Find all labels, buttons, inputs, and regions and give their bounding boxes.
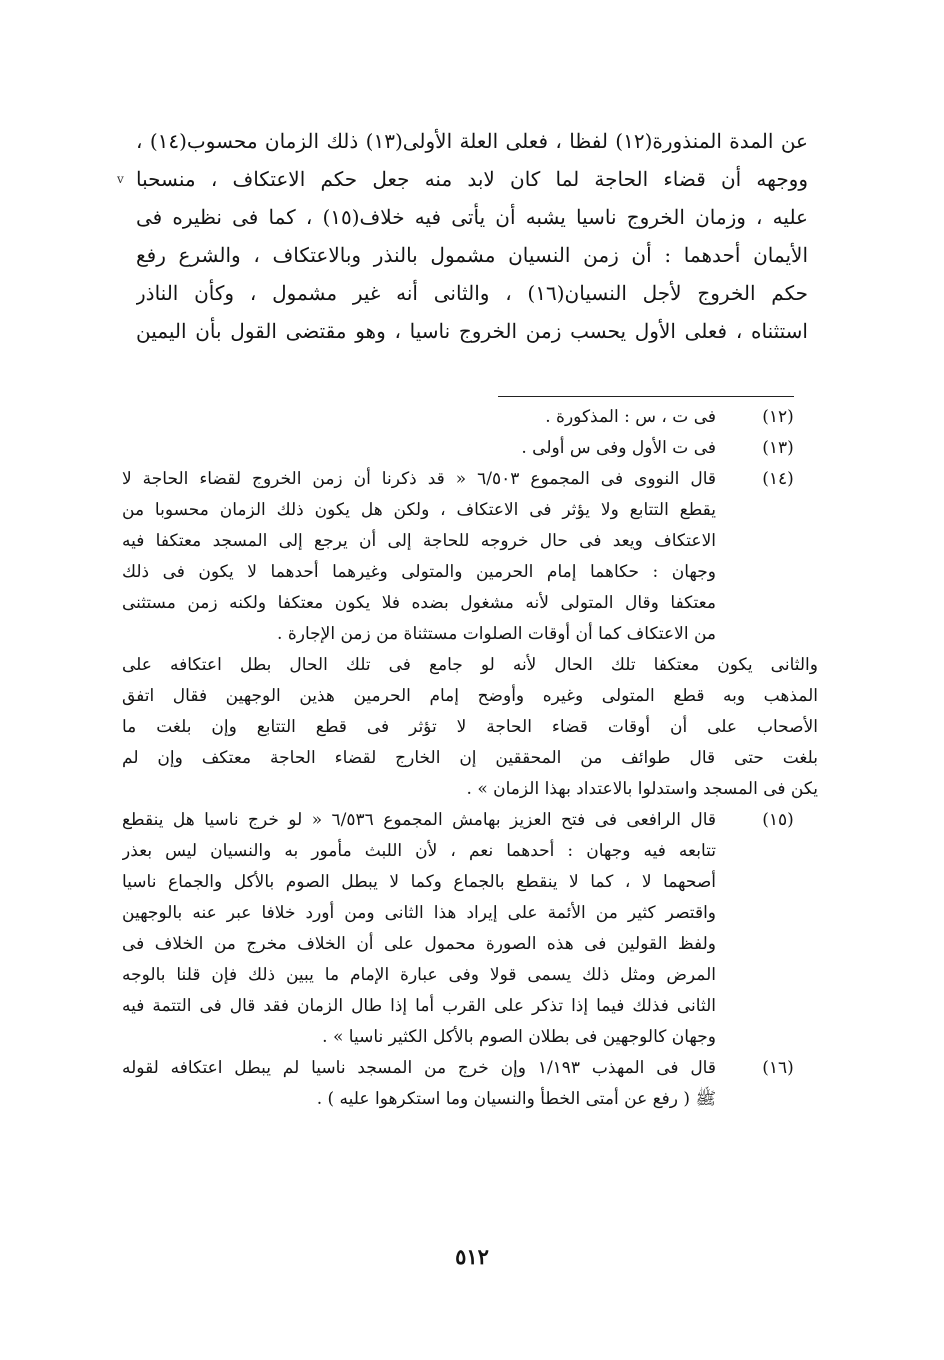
- footnote-line: من الاعتكاف كما أن أوقات الصلوات مستثناة من زمن الإجارة .: [277, 624, 716, 644]
- footnote-line: تتابعه فيه وجهان : أحدهما نعم ، لأن اللبث مأمور به والنسيان ليس بعذر: [122, 841, 716, 861]
- footnote-line: واقتصر كثير من الأئمة على إيراد هذا الثانى ومن أورد خلافا عبر عنه بالوجهين: [122, 903, 716, 923]
- footnote-line: قال الرافعى فى فتح العزيز بهامش المجموع ٦/٥٣٦ « لو خرج ناسيا هل ينقطع: [122, 810, 716, 830]
- footnote-line: وجهان : حكاهما إمام الحرمين والمتولى وغيرهما أحدهما لا يكون فى ذلك: [122, 562, 716, 582]
- footnote-line: معتكفا وقال المتولى لأنه مشغول بضده فلا يكون معتكفا ولكنه زمن مستثنى: [122, 593, 716, 613]
- footnotes: [122, 402, 818, 1115]
- main-text-line: حكم الخروج لأجل النسيان(١٦) ، والثانى أنه غير مشمول ، وكأن الناذر: [136, 281, 808, 305]
- footnote-line: يكن فى المسجد واستدلوا بالاعتداد بهذا الزمان » .: [466, 779, 818, 799]
- footnote-line: قال فى المهذب ١/١٩٣ وإن خرج من المسجد ناسيا لم يبطل اعتكافه لقوله: [122, 1058, 716, 1078]
- footnote-number: (١٢): [762, 407, 794, 427]
- footnote-line: وجهان كالوجهين فى بطلان الصوم بالأكل الكثير ناسيا » .: [322, 1027, 716, 1047]
- footnote-line: فى ت ، س : المذكورة .: [545, 407, 716, 427]
- footnote-line: ولفظ القولين فى هذه الصورة محمول على أن الخلاف مخرج من الخلاف فى: [122, 934, 716, 954]
- main-text-line: الأيمان أحدهما : أن زمن النسيان مشمول بالنذر وبالاعتكاف ، والشرع رفع: [136, 243, 808, 267]
- footnote-line: يقطع التتابع ولا يؤثر فى الاعتكاف ، ولكن هل يكون ذلك الزمان محسوبا من: [122, 500, 716, 520]
- main-text-line: عن المدة المنذورة(١٢) لفظا ، فعلى العلة الأولى(١٣) ذلك الزمان محسوب(١٤) ،: [136, 129, 808, 153]
- footnote-16: [122, 1053, 808, 1115]
- footnote-line: المرض ومثل ذلك يسمى قولا وفى عبارة الإمام ما يبين ذلك فإن قلنا بالوجه: [122, 965, 716, 985]
- footnote-13: [122, 433, 808, 464]
- main-text-block: [136, 122, 808, 350]
- main-text-line: استثناه ، فعلى الأول يحسب زمن الخروج ناسيا ، وهو مقتضى القول بأن اليمين: [136, 319, 808, 343]
- footnote-line: الاعتكاف ويعد فى حال خروجه للحاجة إلى أن يرجع إلى المسجد معتكفا فيه: [122, 531, 716, 551]
- footnote-divider: [498, 396, 794, 397]
- footnote-line: المذهب وبه قطع المتولى وغيره وأوضح إمام الحرمين هذين الوجهين فقال اتفق: [122, 686, 818, 706]
- footnote-line: ﷺ ( رفع عن أمتى الخطأ والنسيان وما استكرهوا عليه ) .: [316, 1089, 716, 1109]
- main-text-line: عليه ، وزمان الخروج ناسيا يشبه أن يأتى فيه خلاف(١٥) ، كما فى نظيره فى: [136, 205, 808, 229]
- footnote-number: (١٥): [762, 810, 794, 830]
- footnote-12: [122, 402, 808, 433]
- footnote-line: قال النووى فى المجموع ٦/٥٠٣ « قد ذكرنا أن زمن الخروج لقضاء الحاجة لا: [122, 469, 716, 489]
- footnote-line: بلغت حتى قال طوائف من المحققين إن الخارج لقضاء الحاجة معتكف وإن لم: [122, 748, 818, 768]
- footnote-number: (١٦): [762, 1058, 794, 1078]
- footnote-line: الثانى فذلك فيما إذا تذكر على القرب أما إذا طال الزمان فقد قال فى التتمة فيه: [122, 996, 716, 1016]
- footnote-14-continuation: [122, 650, 818, 805]
- footnote-14: [122, 464, 808, 650]
- footnote-15: [122, 805, 808, 1053]
- margin-mark: v: [117, 172, 124, 186]
- footnote-number: (١٤): [762, 469, 794, 489]
- footnote-line: أصحهما لا ، كما لا ينقطع بالجماع وكما لا يبطل الصوم بالأكل والجماع ناسيا: [122, 872, 716, 892]
- main-text-line: ووجهه أن قضاء الحاجة لما كان لابد منه جعل حكم الاعتكاف ، منسحبا: [136, 167, 808, 191]
- footnote-line: الأصحاب على أن أوقات قضاء الحاجة لا تؤثر فى قطع التتابع وإن بلغت ما: [122, 717, 818, 737]
- page-number: ٥١٢: [455, 1244, 489, 1269]
- footnote-line: والثانى يكون معتكفا تلك الحال لأنه لو جامع فى تلك الحال بطل اعتكافه على: [122, 655, 818, 675]
- footnote-number: (١٣): [762, 438, 794, 458]
- footnote-line: فى ت الأول وفى س أولى .: [521, 438, 716, 458]
